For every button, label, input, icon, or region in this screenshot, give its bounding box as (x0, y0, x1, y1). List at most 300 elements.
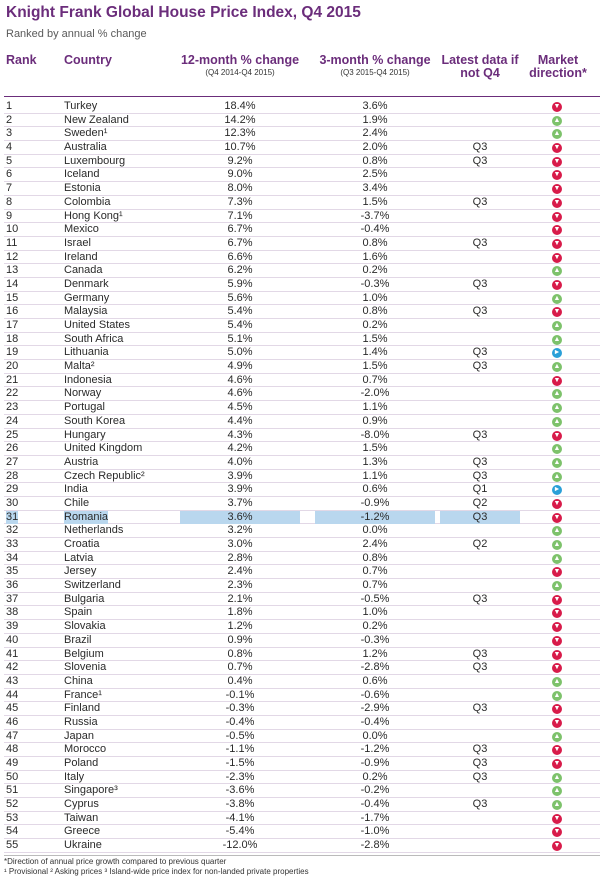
table-row (4, 264, 600, 278)
table-row (4, 620, 600, 634)
table-row (4, 730, 600, 744)
country-cell: Hungary (64, 428, 106, 441)
change-3m-cell: 1.0% (362, 606, 388, 619)
header-12-month (180, 54, 300, 78)
rank-cell: 11 (6, 236, 18, 249)
change-3m-cell: 0.6% (362, 674, 388, 687)
table-row (4, 634, 600, 648)
rank-cell: 50 (6, 770, 19, 783)
market-direction-up-icon: ▲ (553, 404, 561, 412)
country-cell: Brazil (64, 633, 92, 646)
country-cell: Ukraine (64, 839, 102, 852)
change-3m-cell: 2.4% (362, 538, 388, 550)
market-direction-up-icon: ▲ (553, 801, 561, 809)
country-cell: Estonia (64, 182, 101, 195)
market-direction-down-icon: ▼ (553, 171, 561, 179)
change-3m-cell: 1.1% (362, 469, 388, 482)
market-direction-up-icon: ▲ (553, 732, 561, 740)
rank-cell: 27 (6, 455, 19, 468)
rank-cell: 17 (6, 319, 19, 331)
country-cell: Portugal (64, 401, 105, 414)
change-12m-cell: 6.6% (227, 250, 253, 263)
market-direction-down-icon: ▼ (553, 609, 561, 617)
country-cell: New Zealand (64, 113, 129, 126)
change-3m-cell: 0.8% (362, 154, 388, 167)
latest-data-cell: Q3 (472, 798, 488, 811)
rank-cell: 9 (6, 209, 13, 222)
rank-cell: 5 (6, 154, 13, 167)
market-direction-down-icon: ▼ (553, 157, 561, 165)
change-12m-cell: 2.1% (227, 592, 253, 605)
market-direction-down-icon: ▼ (553, 828, 561, 836)
change-12m-cell: 6.7% (227, 223, 253, 236)
country-cell: Taiwan (64, 811, 99, 824)
rank-cell: 55 (6, 839, 19, 852)
header-divider (4, 96, 600, 97)
table-row (4, 442, 600, 456)
country-cell: Latvia (64, 551, 94, 564)
rank-cell: 40 (6, 633, 19, 646)
market-direction-up-icon: ▲ (553, 267, 561, 275)
change-3m-cell: 0.7% (362, 579, 388, 592)
market-direction-down-icon: ▼ (553, 431, 561, 439)
change-12m-cell: 7.3% (227, 195, 253, 208)
table-row (4, 251, 600, 265)
table-row (4, 237, 600, 251)
table-row (4, 168, 600, 182)
change-3m-cell: -0.6% (360, 688, 390, 701)
country-cell: Germany (64, 291, 110, 304)
table-row (4, 387, 600, 401)
change-3m-cell: 1.5% (362, 442, 388, 455)
table-row (4, 784, 600, 798)
change-3m-cell: -0.9% (360, 496, 390, 509)
market-direction-down-icon: ▼ (553, 650, 561, 658)
rank-cell: 10 (6, 223, 19, 236)
market-direction-up-icon: ▲ (553, 691, 561, 699)
rank-cell: 34 (6, 551, 19, 564)
table-row (4, 579, 600, 593)
table-row (4, 305, 600, 319)
table-row (4, 196, 600, 210)
rank-cell: 8 (6, 195, 13, 208)
change-12m-cell: 5.1% (227, 332, 253, 345)
change-3m-cell: 1.6% (362, 250, 388, 263)
change-3m-cell: 0.2% (362, 319, 388, 331)
market-direction-down-icon: ▼ (553, 103, 561, 110)
table-row (4, 456, 600, 470)
page-title: Knight Frank Global House Price Index, Q4 2015 (6, 4, 361, 21)
table-row (4, 825, 600, 839)
market-direction-up-icon: ▲ (553, 445, 561, 453)
change-3m-cell: -8.0% (360, 428, 390, 441)
change-3m-cell: 0.8% (362, 551, 388, 564)
change-12m-cell: -3.8% (225, 798, 255, 811)
change-12m-cell: 2.8% (227, 551, 253, 564)
change-3m-cell: -0.4% (360, 223, 390, 236)
change-12m-cell: -4.1% (225, 811, 255, 824)
change-3m-cell: 0.2% (362, 620, 388, 633)
market-direction-down-icon: ▼ (553, 568, 561, 576)
change-3m-cell: -1.2% (360, 743, 390, 756)
latest-data-cell: Q3 (472, 195, 488, 208)
table-row (4, 661, 600, 675)
latest-data-cell: Q3 (472, 469, 488, 482)
country-cell: Finland (64, 702, 101, 715)
table-row (4, 798, 600, 812)
change-12m-cell: 8.0% (227, 182, 253, 195)
table-row (4, 593, 600, 607)
change-12m-cell: -2.3% (225, 770, 255, 783)
rank-cell: 45 (6, 702, 19, 715)
rank-cell: 21 (6, 373, 19, 386)
change-3m-cell: 0.9% (362, 414, 388, 427)
rank-cell: 42 (6, 661, 19, 674)
rank-cell: 41 (6, 647, 19, 660)
change-3m-cell: 0.0% (362, 729, 388, 742)
table-row (4, 538, 600, 552)
table-row (4, 360, 600, 374)
country-cell: Japan (64, 729, 94, 742)
country-cell: Slovakia (64, 620, 106, 633)
country-cell: Switzerland (64, 579, 121, 592)
country-cell: Chile (64, 496, 90, 509)
table-row (4, 483, 600, 497)
table-row (4, 333, 600, 347)
table-row (4, 812, 600, 826)
latest-data-cell: Q3 (440, 511, 520, 525)
country-cell: Bulgaria (64, 592, 105, 605)
country-cell: Sweden¹ (64, 127, 108, 140)
change-12m-cell: -0.5% (225, 729, 255, 742)
market-direction-flat-icon: ► (553, 486, 561, 494)
rank-cell: 25 (6, 428, 19, 441)
table-row (4, 429, 600, 443)
country-cell: Australia (64, 141, 107, 154)
change-3m-cell: -3.7% (360, 209, 390, 222)
country-cell: France¹ (64, 688, 102, 701)
market-direction-down-icon: ▼ (553, 664, 561, 672)
change-12m-cell: 4.4% (227, 414, 253, 427)
country-cell: Israel (64, 236, 91, 249)
change-12m-cell: 0.7% (227, 661, 253, 674)
country-cell: Ireland (64, 250, 98, 263)
table-row (4, 524, 600, 538)
change-3m-cell: 2.5% (362, 168, 388, 181)
country-cell: Denmark (64, 277, 109, 290)
header-latest-data: Latest data if not Q4 (441, 53, 519, 80)
market-direction-up-icon: ▲ (553, 130, 561, 138)
change-12m-cell: 7.1% (227, 209, 253, 222)
table-row (4, 182, 600, 196)
country-cell: Greece (64, 825, 101, 838)
market-direction-down-icon: ▼ (553, 198, 561, 206)
rank-cell: 38 (6, 606, 19, 619)
market-direction-up-icon: ▲ (553, 363, 561, 371)
country-cell: Mexico (64, 223, 99, 236)
country-cell: United Kingdom (64, 442, 143, 455)
rank-cell: 37 (6, 592, 19, 605)
market-direction-down-icon: ▼ (553, 212, 561, 220)
change-12m-cell: 1.2% (227, 620, 253, 633)
latest-data-cell: Q3 (472, 154, 488, 167)
country-cell: Colombia (64, 195, 111, 208)
change-3m-cell: 1.3% (362, 455, 388, 468)
table-row (4, 141, 600, 155)
change-12m-cell: 3.9% (227, 483, 253, 496)
change-12m-cell: 4.5% (227, 401, 253, 414)
change-3m-cell: -1.7% (360, 811, 390, 824)
footer-divider (4, 855, 600, 856)
market-direction-up-icon: ▲ (553, 677, 561, 685)
market-direction-up-icon: ▲ (553, 582, 561, 590)
change-3m-cell: -0.4% (360, 715, 390, 728)
table-row (4, 470, 600, 484)
change-12m-cell: 5.6% (227, 291, 253, 304)
rank-cell: 13 (6, 264, 19, 277)
change-3m-cell: 0.2% (362, 770, 388, 783)
change-3m-cell: -1.2% (315, 511, 435, 525)
country-cell: Malta² (64, 360, 95, 373)
change-12m-cell: 5.9% (227, 277, 253, 290)
change-3m-cell: -0.3% (360, 277, 390, 290)
market-direction-down-icon: ▼ (553, 499, 561, 507)
change-3m-cell: 0.6% (362, 483, 388, 496)
market-direction-down-icon: ▼ (553, 842, 561, 850)
market-direction-down-icon: ▼ (553, 226, 561, 234)
latest-data-cell: Q3 (472, 592, 488, 605)
country-cell: Netherlands (64, 524, 124, 537)
rank-cell: 1 (6, 100, 13, 112)
change-3m-cell: -0.9% (360, 757, 390, 769)
table-row (4, 689, 600, 703)
country-cell: South Africa (64, 332, 124, 345)
table-row (4, 648, 600, 662)
latest-data-cell: Q3 (472, 661, 488, 674)
table-row (4, 415, 600, 429)
market-direction-up-icon: ▲ (553, 116, 561, 124)
latest-data-cell: Q2 (472, 496, 488, 509)
market-direction-up-icon: ▲ (553, 458, 561, 466)
change-3m-cell: 1.5% (362, 332, 388, 345)
market-direction-down-icon: ▼ (553, 513, 561, 521)
market-direction-up-icon: ▲ (553, 554, 561, 562)
change-12m-cell: 9.2% (227, 154, 253, 167)
country-cell: Lithuania (64, 346, 109, 359)
change-12m-cell: 5.0% (227, 346, 253, 359)
market-direction-up-icon: ▲ (553, 541, 561, 548)
latest-data-cell: Q3 (472, 428, 488, 441)
change-12m-cell: 4.3% (227, 428, 253, 441)
market-direction-up-icon: ▲ (553, 417, 561, 425)
change-12m-cell: 0.4% (227, 674, 253, 687)
latest-data-cell: Q3 (472, 770, 488, 783)
change-3m-cell: 1.5% (362, 360, 388, 373)
country-cell: Spain (64, 606, 93, 619)
change-12m-cell: 9.0% (227, 168, 253, 181)
latest-data-cell: Q3 (472, 455, 488, 468)
rank-cell: 36 (6, 579, 19, 592)
rank-cell: 19 (6, 346, 19, 359)
change-12m-cell: -0.1% (225, 688, 255, 701)
market-direction-down-icon: ▼ (553, 718, 561, 726)
country-cell: Belgium (64, 647, 104, 660)
latest-data-cell: Q3 (472, 346, 488, 359)
rank-cell: 46 (6, 715, 19, 728)
header-3-month-period: (Q3 2015-Q4 2015) (340, 68, 410, 77)
change-3m-cell: 0.8% (362, 236, 388, 249)
market-direction-up-icon: ▲ (553, 322, 561, 329)
rank-cell: 18 (6, 332, 19, 345)
change-12m-cell: 4.0% (227, 455, 253, 468)
change-12m-cell: -3.6% (225, 784, 255, 797)
rank-cell: 12 (6, 250, 19, 263)
change-3m-cell: -2.8% (360, 839, 390, 852)
change-12m-cell: -0.4% (225, 715, 255, 728)
market-direction-down-icon: ▼ (553, 760, 561, 767)
country-cell: Singapore³ (64, 784, 118, 797)
country-cell: Canada (64, 264, 103, 277)
change-3m-cell: 3.4% (362, 182, 388, 195)
change-3m-cell: 1.5% (362, 195, 388, 208)
table-row (4, 675, 600, 689)
market-direction-down-icon: ▼ (553, 253, 561, 261)
country-cell: Slovenia (64, 661, 107, 674)
rank-cell: 47 (6, 729, 19, 742)
market-direction-up-icon: ▲ (553, 294, 561, 302)
header-12-month-period: (Q4 2014-Q4 2015) (205, 68, 275, 77)
market-direction-down-icon: ▼ (553, 746, 561, 754)
table-row (4, 702, 600, 716)
table-row (4, 319, 600, 333)
rank-cell: 26 (6, 442, 19, 455)
change-3m-cell: 0.2% (362, 264, 388, 277)
market-direction-down-icon: ▼ (553, 239, 561, 247)
latest-data-cell: Q3 (472, 277, 488, 290)
rank-cell: 30 (6, 496, 19, 509)
change-12m-cell: -5.4% (225, 825, 255, 838)
header-country: Country (64, 53, 112, 67)
rank-cell: 39 (6, 620, 19, 633)
footnote-direction: *Direction of annual price growth compared to previous quarter (4, 857, 227, 866)
country-cell: Luxembourg (64, 154, 126, 167)
latest-data-cell: Q3 (472, 141, 488, 154)
rank-cell: 52 (6, 798, 19, 811)
table-row (4, 155, 600, 169)
header-rank: Rank (6, 53, 37, 67)
rank-cell: 49 (6, 757, 19, 769)
change-12m-cell: 0.8% (227, 647, 253, 660)
change-12m-cell: 4.6% (227, 387, 253, 400)
change-12m-cell: -1.1% (225, 743, 255, 756)
latest-data-cell: Q3 (472, 305, 488, 318)
change-3m-cell: 0.0% (362, 524, 388, 537)
latest-data-cell: Q3 (472, 743, 488, 756)
latest-data-cell: Q3 (472, 360, 488, 373)
country-cell: Croatia (64, 538, 100, 550)
country-cell: Morocco (64, 743, 107, 756)
table-row (4, 346, 600, 360)
table-row (4, 606, 600, 620)
country-cell: Russia (64, 715, 98, 728)
change-3m-cell: 3.6% (362, 100, 388, 112)
rank-cell: 20 (6, 360, 19, 373)
change-12m-cell: 0.9% (227, 633, 253, 646)
country-cell: Romania (64, 510, 109, 523)
table-row (4, 223, 600, 237)
country-cell: Cyprus (64, 798, 99, 811)
rank-cell: 6 (6, 168, 13, 181)
rank-cell: 35 (6, 565, 19, 578)
change-12m-cell: 1.8% (227, 606, 253, 619)
rank-cell: 44 (6, 688, 19, 701)
change-3m-cell: -2.8% (360, 661, 390, 674)
market-direction-up-icon: ▲ (553, 773, 561, 781)
country-cell: Czech Republic² (64, 469, 145, 482)
market-direction-down-icon: ▼ (553, 280, 561, 288)
rank-cell: 4 (6, 141, 13, 154)
header-3-month (315, 54, 435, 78)
market-direction-down-icon: ▼ (553, 623, 561, 631)
change-3m-cell: -0.3% (360, 633, 390, 646)
page-subtitle: Ranked by annual % change (6, 28, 147, 40)
change-12m-cell: -1.5% (225, 757, 255, 769)
table-row (4, 552, 600, 566)
change-12m-cell: 6.7% (227, 236, 253, 249)
rank-cell: 16 (6, 305, 19, 318)
country-cell: Poland (64, 757, 99, 769)
change-12m-cell: -0.3% (225, 702, 255, 715)
country-cell: Iceland (64, 168, 100, 181)
country-cell: Norway (64, 387, 102, 400)
rank-cell: 53 (6, 811, 19, 824)
latest-data-cell: Q1 (472, 483, 488, 496)
change-12m-cell: 5.4% (227, 319, 253, 331)
table-row (4, 374, 600, 388)
rank-cell: 15 (6, 291, 19, 304)
latest-data-cell: Q2 (472, 538, 488, 550)
latest-data-cell: Q3 (472, 236, 488, 249)
country-cell: Turkey (64, 100, 98, 112)
rank-cell: 29 (6, 483, 19, 496)
latest-data-cell: Q3 (472, 757, 488, 769)
rank-cell: 3 (6, 127, 13, 140)
market-direction-down-icon: ▼ (553, 595, 561, 603)
rank-cell: 54 (6, 825, 19, 838)
market-direction-down-icon: ▼ (553, 308, 561, 316)
rank-cell: 14 (6, 277, 19, 290)
change-3m-cell: 2.0% (362, 141, 388, 154)
table-row (4, 210, 600, 224)
change-12m-cell: 18.4% (224, 100, 256, 112)
rank-cell: 33 (6, 538, 19, 550)
country-cell: Jersey (64, 565, 97, 578)
market-direction-flat-icon: ► (553, 349, 561, 357)
table-row (4, 278, 600, 292)
change-3m-cell: 0.7% (362, 373, 388, 386)
change-3m-cell: 2.4% (362, 127, 388, 140)
latest-data-cell: Q3 (472, 702, 488, 715)
table-row (4, 292, 600, 306)
change-3m-cell: 1.9% (362, 113, 388, 126)
change-12m-cell: 14.2% (224, 113, 256, 126)
country-cell: United States (64, 319, 131, 331)
change-3m-cell: 1.4% (362, 346, 388, 359)
rank-cell: 22 (6, 387, 19, 400)
market-direction-up-icon: ▲ (553, 472, 561, 480)
change-12m-cell: 3.0% (227, 538, 253, 550)
market-direction-down-icon: ▼ (553, 814, 561, 822)
